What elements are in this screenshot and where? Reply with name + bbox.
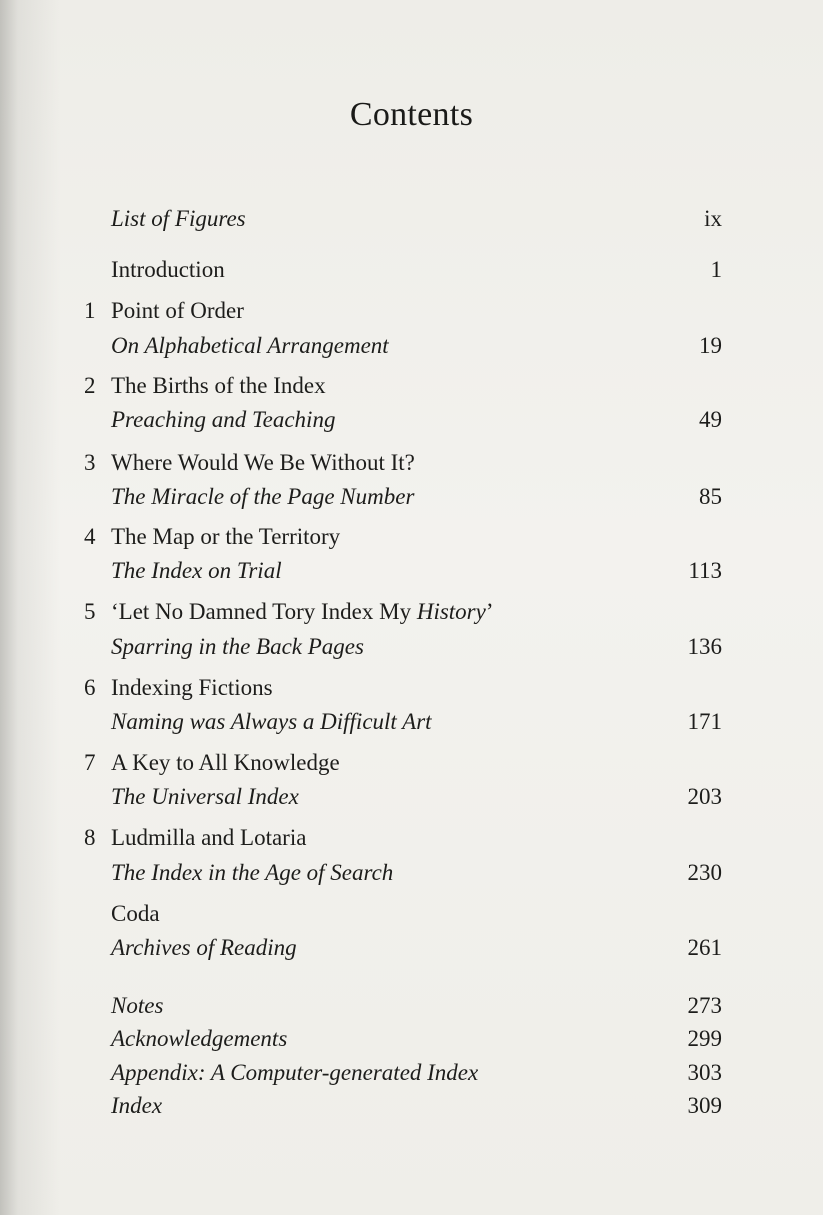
toc-page-number: 1	[710, 257, 722, 282]
toc-page-number: 113	[688, 558, 722, 583]
toc-entry-title-text: Notes	[111, 993, 164, 1018]
toc-entry-title	[111, 404, 335, 436]
toc-entry-title	[111, 1090, 162, 1122]
toc-chapter-number: 2	[84, 373, 96, 398]
toc-entry-title-text: List of Figures	[111, 206, 246, 231]
toc-entry-title-text: The Births of the Index	[111, 373, 326, 398]
toc-entry-title-text: Sparring in the Back Pages	[111, 634, 364, 659]
toc-entry-title-text: Point of Order	[111, 298, 244, 323]
toc-entry	[0, 932, 823, 964]
toc-entry-title-text: The Map or the Territory	[111, 524, 341, 549]
toc-chapter-number: 8	[84, 825, 96, 850]
toc-chapter-heading	[0, 295, 823, 327]
toc-entry-title-text: Preaching and Teaching	[111, 407, 336, 432]
toc-section	[0, 254, 823, 286]
toc-entry-title	[111, 932, 297, 964]
toc-chapter-heading	[0, 447, 823, 479]
toc-entry-title-text: Index	[111, 1093, 163, 1118]
toc-entry-title-text: Ludmilla and Lotaria	[111, 825, 307, 850]
toc-entry-title	[111, 521, 340, 553]
toc-section	[0, 898, 823, 930]
toc-entry-title-text: Archives of Reading	[111, 935, 297, 960]
toc-chapter-heading	[0, 747, 823, 779]
toc-page-number: 85	[699, 484, 722, 509]
toc-entry-title-text: The Miracle of the Page Number	[111, 484, 415, 509]
toc-entry-title-text: The Index on Trial	[111, 558, 282, 583]
toc-entry-title-text: The Index in the Age of Search	[111, 860, 394, 885]
toc-entry-title-text: ‘Let No Damned Tory Index My	[111, 599, 417, 624]
toc-entry-title-text: The Universal Index	[111, 784, 299, 809]
toc-page-number: 136	[687, 634, 722, 659]
toc-page-number: 171	[687, 709, 722, 734]
toc-entry	[0, 1090, 823, 1122]
toc-entry-title	[111, 481, 414, 513]
toc-page-number: 309	[687, 1093, 722, 1118]
toc-entry	[0, 857, 823, 889]
toc-entry	[0, 330, 823, 362]
toc-entry-title-text: Acknowledgements	[111, 1026, 288, 1051]
toc-entry-title-text: Appendix: A Computer-generated Index	[111, 1060, 479, 1085]
toc-page-number: 203	[687, 784, 722, 809]
toc-entry	[0, 481, 823, 513]
toc-entry-title	[111, 672, 273, 704]
toc-entry	[0, 631, 823, 663]
toc-entry-title-text: On Alphabetical Arrangement	[111, 333, 389, 358]
toc-chapter-heading	[0, 521, 823, 553]
toc-chapter-number: 3	[84, 450, 96, 475]
toc-entry-title	[111, 781, 299, 813]
toc-page-number: 273	[687, 993, 722, 1018]
toc-entry-title	[111, 1057, 478, 1089]
toc-entry-title	[111, 747, 340, 779]
toc-entry-title-text: Introduction	[111, 257, 225, 282]
toc-entry	[0, 706, 823, 738]
toc-chapter-number: 4	[84, 524, 96, 549]
toc-entry-title	[111, 254, 225, 286]
toc-entry-title	[111, 857, 393, 889]
toc-entry-title-text: Indexing Fictions	[111, 675, 273, 700]
toc-entry-title	[111, 330, 389, 362]
toc-entry-title-text: Where Would We Be Without It?	[111, 450, 415, 475]
toc-entry	[0, 555, 823, 587]
toc-entry-title	[111, 898, 160, 930]
toc-chapter-heading	[0, 596, 823, 628]
toc-entry	[0, 1057, 823, 1089]
toc-entry-title-text: Naming was Always a Difficult Art	[111, 709, 432, 734]
toc-chapter-heading	[0, 672, 823, 704]
toc-entry-title-text: A Key to All Knowledge	[111, 750, 340, 775]
page-title: Contents	[349, 96, 474, 133]
toc-entry-title	[111, 555, 282, 587]
toc-entry	[0, 990, 823, 1022]
toc-entry	[0, 203, 823, 235]
toc-entry-title	[111, 631, 364, 663]
toc-chapter-number: 6	[84, 675, 96, 700]
toc-entry-title-italic: History	[416, 599, 486, 624]
toc-page-number: 261	[687, 935, 722, 960]
toc-entry	[0, 404, 823, 436]
toc-entry-title	[111, 990, 163, 1022]
toc-entry-title	[111, 203, 246, 235]
toc-page-number: 230	[687, 860, 722, 885]
toc-entry	[0, 781, 823, 813]
toc-page-number: ix	[704, 206, 722, 231]
toc-entry	[0, 1023, 823, 1055]
toc-entry-title	[111, 370, 326, 402]
toc-entry-title	[111, 447, 415, 479]
toc-entry-title	[111, 295, 244, 327]
toc-entry-title	[111, 596, 494, 628]
toc-entry-title-text: Coda	[111, 901, 160, 926]
toc-page-number: 49	[699, 407, 722, 432]
toc-entry-title	[111, 706, 432, 738]
toc-page-number: 19	[699, 333, 722, 358]
toc-entry-title-end: ’	[485, 599, 494, 624]
toc-chapter-number: 5	[84, 599, 96, 624]
toc-chapter-heading	[0, 822, 823, 854]
toc-entry-title	[111, 822, 306, 854]
toc-page-number: 299	[687, 1026, 722, 1051]
toc-chapter-heading	[0, 370, 823, 402]
toc-chapter-number: 1	[84, 298, 96, 323]
toc-page-number: 303	[687, 1060, 722, 1085]
toc-entry-title	[111, 1023, 287, 1055]
toc-chapter-number: 7	[84, 750, 96, 775]
